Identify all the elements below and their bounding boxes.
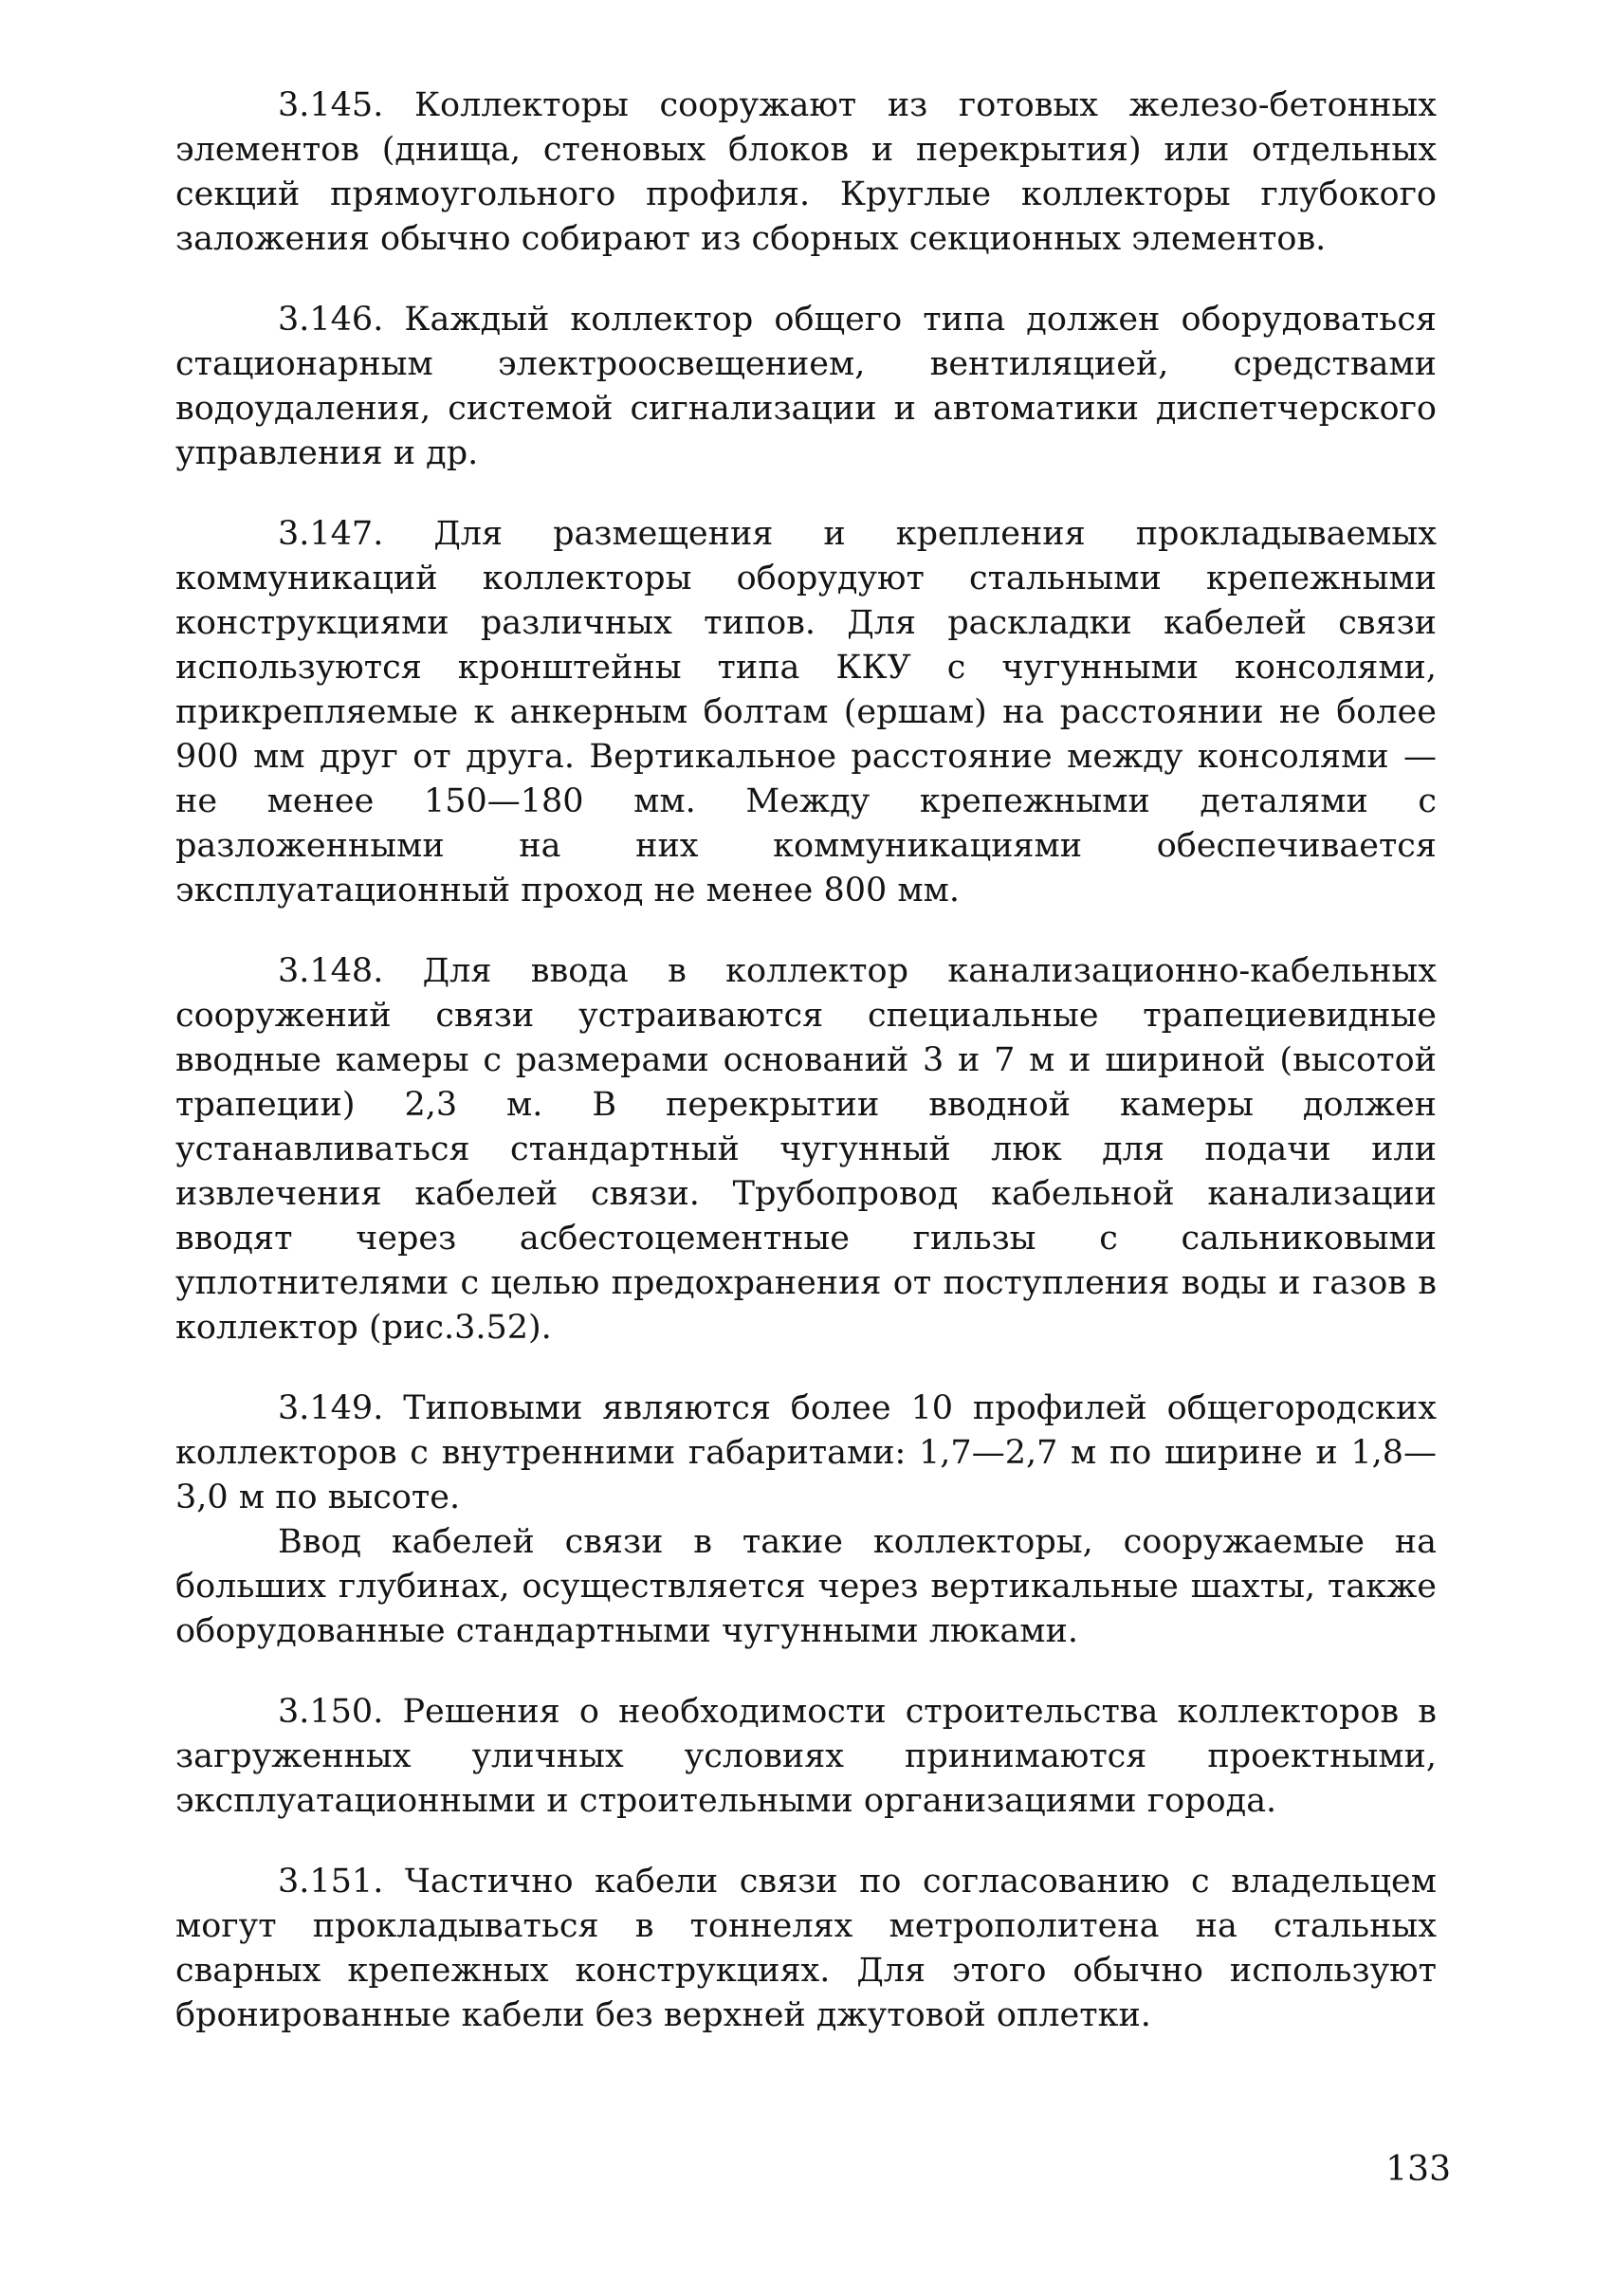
paragraph-3-150: 3.150. Решения о необходимости строительства коллекторов в загруженных уличных условиях принимаются проектными, эксплуатационными и строительными организациями города. <box>175 1693 1437 1820</box>
paragraph-3-149-continued: Ввод кабелей связи в такие коллекторы, сооружаемые на больших глубинах, осуществляется через вертикальные шахты, также оборудованные стандартными чугунными люками. <box>175 1523 1437 1650</box>
page-number: 133 <box>1385 2150 1451 2189</box>
paragraph-3-147: 3.147. Для размещения и крепления прокладываемых коммуникаций коллекторы оборудуют стальными крепежными конструкциями различных типов. Для раскладки кабелей связи используются кронштейны типа ККУ с чугунными консолями, прикрепляемые к анкерным болтам (ершам) на расстоянии не более 900 мм друг от друга. Вертикальное расстояние между консолями — не менее 150—180 мм. Между крепежными деталями с разложенными на них коммуникациями обеспечивается эксплуатационный проход не менее 800 мм. <box>175 515 1437 909</box>
paragraph-3-149: 3.149. Типовыми являются более 10 профилей общегородских коллекторов с внутренними габаритами: 1,7—2,7 м по ширине и 1,8—3,0 м по высоте. <box>175 1389 1437 1516</box>
paragraph-3-151: 3.151. Частично кабели связи по согласованию с владельцем могут прокладываться в тоннелях метрополитена на стальных сварных крепежных конструкциях. Для этого обычно используют бронированные кабели без верхней джутовой оплетки. <box>175 1863 1437 2034</box>
paragraph-3-148: 3.148. Для ввода в коллектор канализационно-кабельных сооружений связи устраиваются специальные трапециевидные вводные камеры с размерами оснований 3 и 7 м и шириной (высотой трапеции) 2,3 м. В перекрытии вводной камеры должен устанавливаться стандартный чугунный люк для подачи или извлечения кабелей связи. Трубопровод кабельной канализации вводят через асбестоцементные гильзы с сальниковыми уплотнителями с целью предохранения от поступления воды и газов в коллектор (рис.3.52). <box>175 952 1437 1347</box>
paragraph-3-145: 3.145. Коллекторы сооружают из готовых железо-бетонных элементов (днища, стеновых блоков и перекрытия) или отдельных секций прямоугольного профиля. Круглые коллекторы глубокого заложения обычно собирают из сборных секционных элементов. <box>175 86 1437 258</box>
document-body <box>175 83 1437 2074</box>
paragraph-3-146: 3.146. Каждый коллектор общего типа должен оборудоваться стационарным электроосвещением, вентиляцией, средствами водоудаления, системой сигнализации и автоматики диспетчерского управления и др. <box>175 301 1437 472</box>
